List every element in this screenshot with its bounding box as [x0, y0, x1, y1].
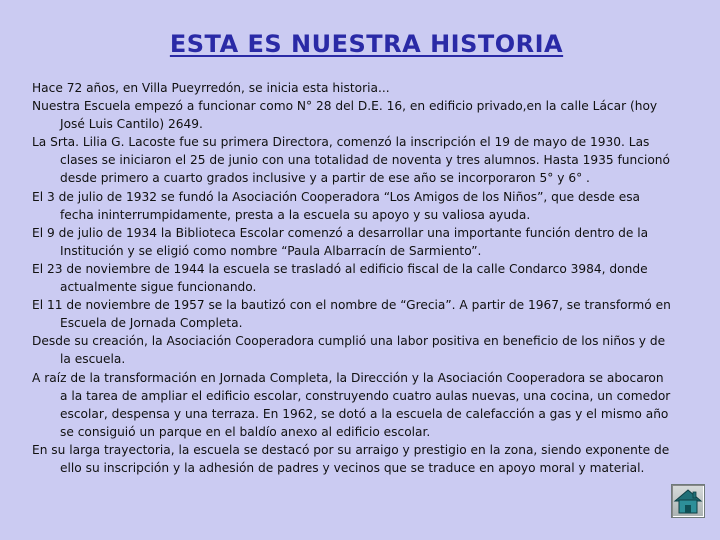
paragraph: El 9 de julio de 1934 la Biblioteca Escolar comenzó a desarrollar una importante función dentro de la Institución y se eligió como nombre “Paula Albarracín de Sarmiento”. — [32, 225, 649, 258]
paragraph: Desde su creación, la Asociación Cooperadora cumplió una labor positiva en beneficio de los niños y de la escuela. — [32, 334, 666, 367]
paragraph: El 11 de noviembre de 1957 se la bautizó con el nombre de “Grecia”. A partir de 1967, se transformó en Escuela de Jornada Completa. — [32, 298, 671, 331]
paragraph: El 3 de julio de 1932 se fundó la Asociación Cooperadora “Los Amigos de los Niños”, que desde esa fecha ininterrumpidamente, presta a la escuela su apoyo y su valiosa ayuda. — [32, 189, 641, 222]
paragraph: El 23 de noviembre de 1944 la escuela se trasladó al edificio fiscal de la calle Condarco 3984, donde actualmente sigue funcionando. — [32, 261, 648, 295]
history-text — [32, 79, 672, 477]
home-icon — [672, 485, 704, 517]
paragraph: En su larga trayectoria, la escuela se destacó por su arraigo y prestigio en la zona, siendo exponente de ello su inscripción y la adhesión de padres y vecinos que se traduce en apoyo moral y material. — [32, 442, 670, 475]
paragraph: A raíz de la transformación en Jornada Completa, la Dirección y la Asociación Cooperadora se abocaron a la tarea de ampliar el edificio escolar, construyendo cuatro aulas nuevas, una cocina, un comedor escolar, despensa y una terraza. En 1962, se dotó a la escuela de calefacción a gas y el mismo año se consiguió un parque en el baldío anexo al edificio escolar. — [32, 370, 671, 439]
page-title: ESTA ES NUESTRA HISTORIA — [169, 30, 564, 58]
paragraph: Nuestra Escuela empezó a funcionar como N° 28 del D.E. 16, en edificio privado,en la calle Lácar (hoy José Luis Cantilo) 2649. — [32, 99, 658, 132]
paragraph: La Srta. Lilia G. Lacoste fue su primera Directora, comenzó la inscripción el 19 de mayo de 1930. Las clases se iniciaron el 25 de junio con una totalidad de noventa y tres alumnos. Hasta 1935 funcionó desde primero a cuarto grados inclusive y a partir de ese año se incorporaron 5° y 6° . — [32, 135, 670, 186]
paragraph: Hace 72 años, en Villa Pueyrredón, se inicia esta historia... — [32, 81, 390, 95]
home-button[interactable] — [671, 484, 705, 518]
